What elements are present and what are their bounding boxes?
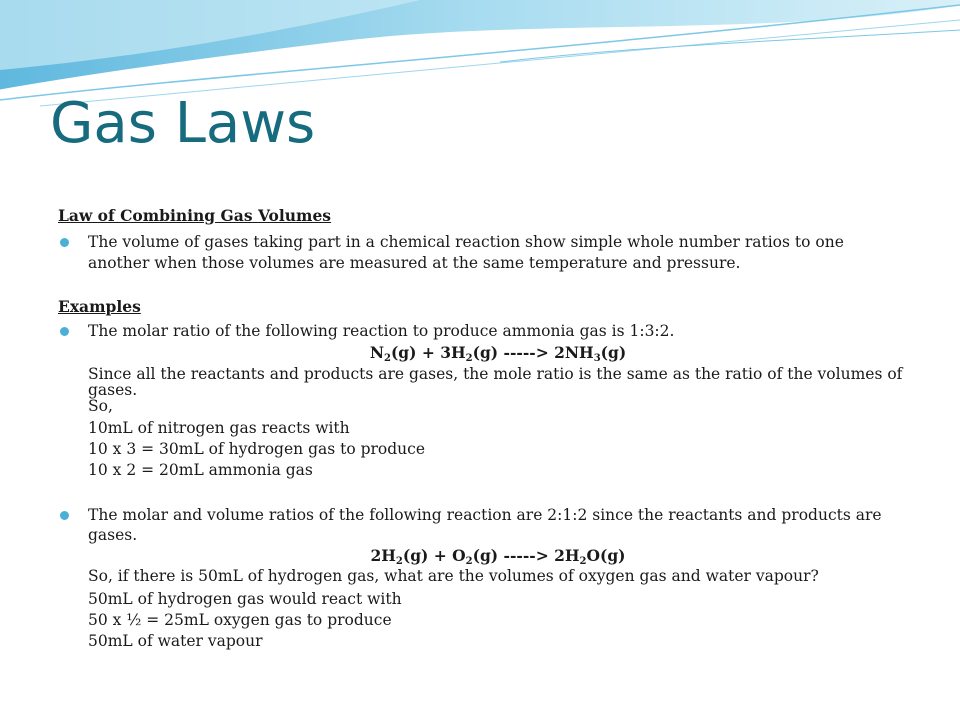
example1-line-a: 10mL of nitrogen gas reacts with	[88, 419, 350, 437]
example2-intro: The molar and volume ratios of the following reaction are 2:1:2 since the reactants and products are gases.	[58, 505, 908, 545]
example2-line-a: 50mL of hydrogen gas would react with	[88, 590, 402, 608]
example2-line-b: 50 x ½ = 25mL oxygen gas to produce	[88, 611, 392, 629]
example2-line-c: 50mL of water vapour	[88, 632, 263, 650]
slide-body	[58, 205, 908, 652]
example1-explanation: Since all the reactants and products are gases, the mole ratio is the same as the ratio of the volumes of gases.	[88, 365, 903, 399]
example2-question: So, if there is 50mL of hydrogen gas, what are the volumes of oxygen gas and water vapour?	[88, 567, 819, 585]
law-heading: Law of Combining Gas Volumes	[58, 206, 332, 225]
example1-line-b: 10 x 3 = 30mL of hydrogen gas to produce	[88, 440, 426, 458]
example1-equation: $N_2(g) + 3H_2(g)$ -----> $2NH_3(g)$	[369, 343, 627, 364]
law-definition: The volume of gases taking part in a chemical reaction show simple whole number ratios to one another when those volumes are measured at the same temperature and pressure.	[58, 232, 908, 274]
example1-line-c: 10 x 2 = 20mL ammonia gas	[88, 461, 313, 479]
examples-heading: Examples	[58, 297, 141, 316]
example1-intro: The molar ratio of the following reaction to produce ammonia gas is 1:3:2.	[58, 321, 908, 342]
slide-title: Gas Laws	[50, 91, 316, 156]
example1-so: So,	[88, 397, 113, 415]
example2-equation: $2H_2(g) + O_2(g)$ -----> $2H_2O(g)$	[370, 546, 626, 567]
